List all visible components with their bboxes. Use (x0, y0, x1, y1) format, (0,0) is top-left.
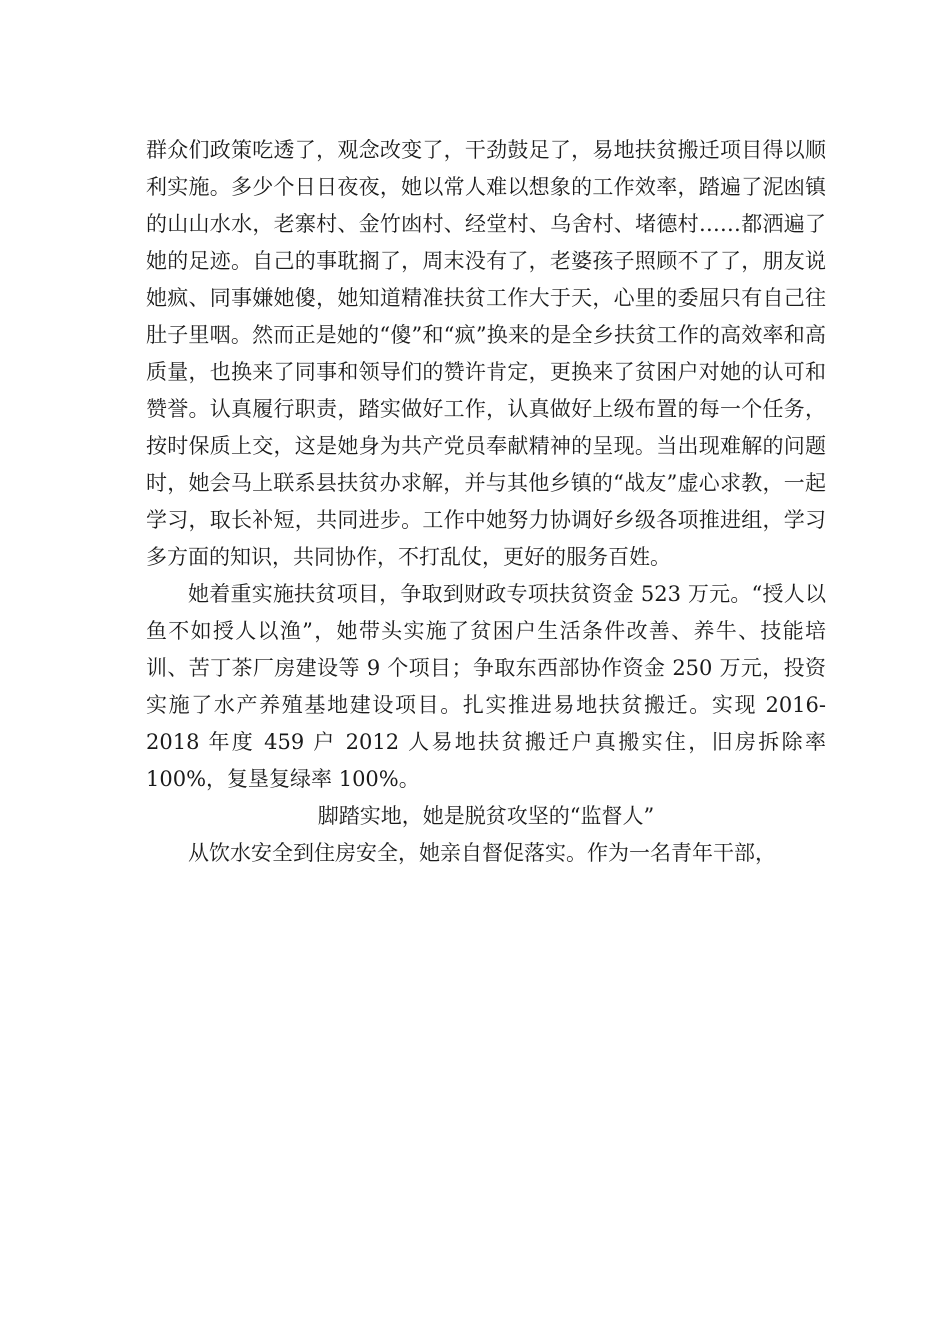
paragraph-1: 群众们政策吃透了，观念改变了，干劲鼓足了，易地扶贫搬迁项目得以顺利实施。多少个日日夜夜，她以常人难以想象的工作效率，踏遍了泥凼镇的山山水水，老寨村、金竹凼村、经堂村、乌舍村、堵德村……都洒遍了她的足迹。自己的事耽搁了，周末没有了，老婆孩子照顾不了了，朋友说她疯、同事嫌她傻，她知道精准扶贫工作大于天，心里的委屈只有自己往肚子里咽。然而正是她的“傻”和“疯”换来的是全乡扶贫工作的高效率和高质量，也换来了同事和领导们的赞许肯定，更换来了贫困户对她的认可和赞誉。认真履行职责，踏实做好工作，认真做好上级布置的每一个任务，按时保质上交，这是她身为共产党员奉献精神的呈现。当出现难解的问题时，她会马上联系县扶贫办求解，并与其他乡镇的“战友”虚心求教，一起学习，取长补短，共同进步。工作中她努力协调好乡级各项推进组，学习多方面的知识，共同协作，不打乱仗，更好的服务百姓。 (146, 138, 826, 569)
paragraph-3: 从饮水安全到住房安全，她亲自督促落实。作为一名青年干部， (188, 841, 776, 865)
document-body (146, 132, 826, 872)
paragraph-2: 她着重实施扶贫项目，争取到财政专项扶贫资金 523 万元。“授人以鱼不如授人以渔”，她带头实施了贫困户生活条件改善、养牛、技能培训、苦丁茶厂房建设等 9 个项目；争取东西部协作资金 250 万元，投资实施了水产养殖基地建设项目。扎实推进易地扶贫搬迁。实现 2016-2018 年度 459 户 2012 人易地扶贫搬迁户真搬实住，旧房拆除率 100%，复垦复绿率 100%。 (146, 582, 826, 791)
section-heading: 脚踏实地，她是脱贫攻坚的“监督人” (317, 804, 655, 828)
